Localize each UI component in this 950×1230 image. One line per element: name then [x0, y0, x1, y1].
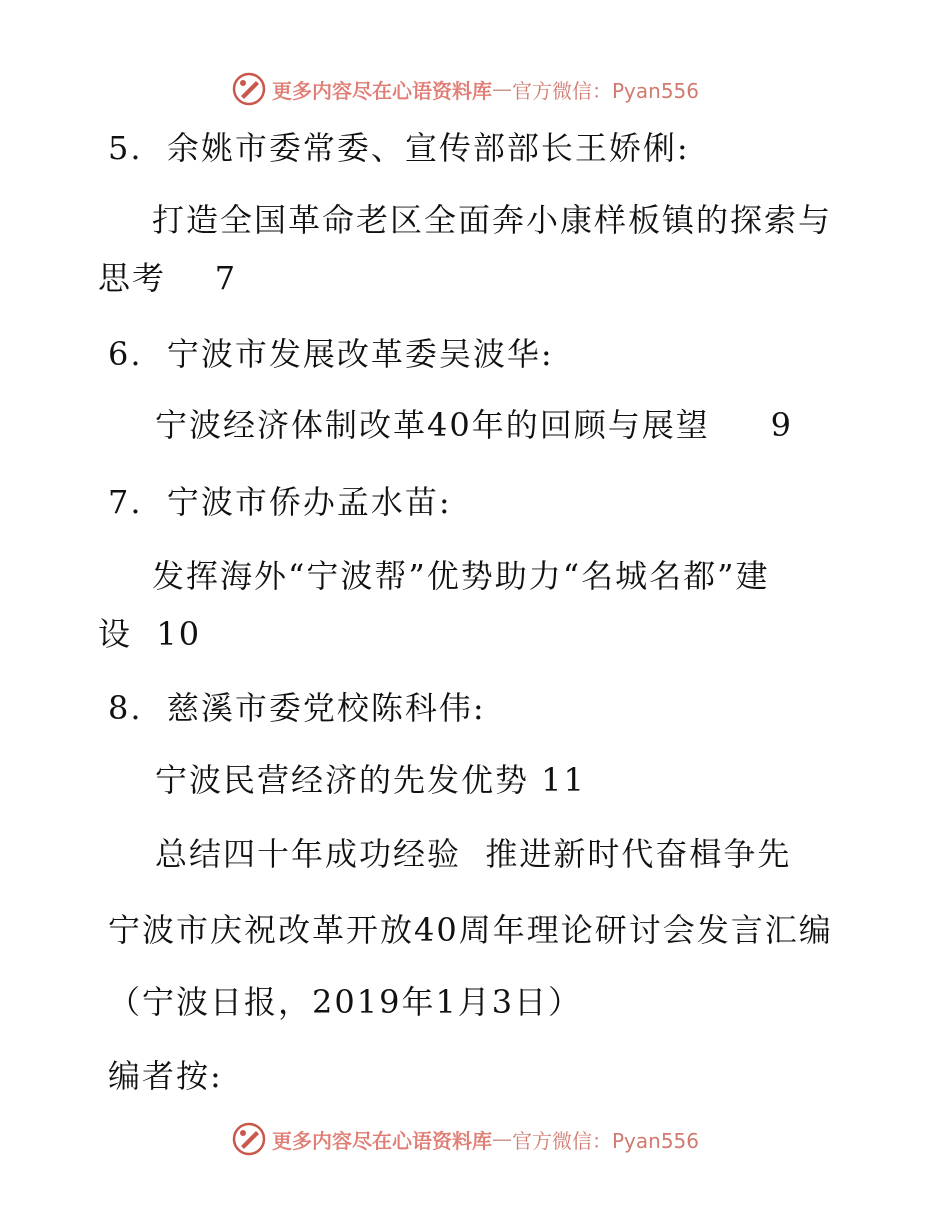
watermark-suffix: 官方微信：Pyan556 — [512, 1128, 700, 1153]
list-item-5-heading: 5. 余姚市委常委、宣传部部长王娇俐: — [108, 129, 690, 167]
list-item-8-title: 宁波民营经济的先发优势 11 — [155, 761, 586, 799]
watermark-brand: 更多内容尽在心语资料库 — [272, 1128, 492, 1153]
watermark-header — [232, 72, 699, 106]
logo-icon — [232, 1122, 266, 1156]
watermark-separator: — — [492, 1127, 512, 1151]
list-item-8-heading: 8. 慈溪市委党校陈科伟: — [108, 689, 486, 727]
list-item-7-title-cont: 设 10 — [98, 615, 202, 653]
source-note: （宁波日报，2019年1月3日） — [108, 983, 583, 1021]
section-heading: 总结四十年成功经验 推进新时代奋楫争先 — [155, 835, 792, 873]
list-item-5-title-cont: 思考 7 — [98, 259, 238, 297]
list-item-6-title: 宁波经济体制改革40年的回顾与展望 9 — [155, 406, 793, 444]
watermark-suffix: 官方微信：Pyan556 — [512, 78, 700, 103]
list-item-7-heading: 7. 宁波市侨办孟水苗: — [108, 483, 452, 521]
watermark-brand: 更多内容尽在心语资料库 — [272, 78, 492, 103]
section-subheading: 宁波市庆祝改革开放40周年理论研讨会发言汇编 — [108, 911, 833, 949]
logo-icon — [232, 72, 266, 106]
list-item-5-title: 打造全国革命老区全面奔小康样板镇的探索与 — [152, 201, 833, 239]
watermark-footer — [232, 1122, 699, 1156]
watermark-separator: — — [492, 77, 512, 101]
editor-note-label: 编者按: — [108, 1057, 223, 1095]
list-item-6-heading: 6. 宁波市发展改革委吴波华: — [108, 335, 554, 373]
list-item-7-title: 发挥海外“宁波帮”优势助力“名城名都”建 — [152, 557, 770, 595]
